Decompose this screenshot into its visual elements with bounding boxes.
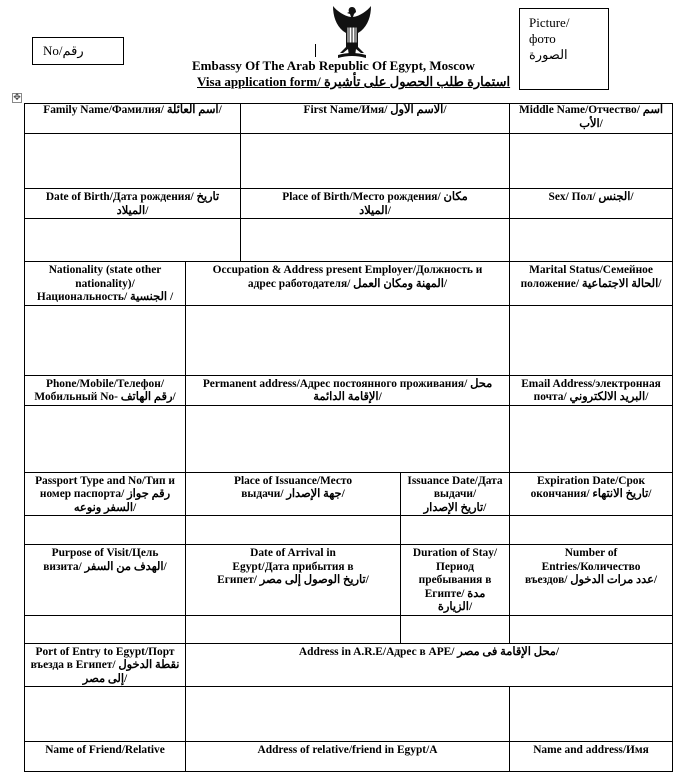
port-of-entry-label: Port of Entry to Egypt/Порт въезда в Египет/ نقطة الدخول إلى مصر/ [25, 643, 186, 687]
picture-label-en: Picture/ [529, 15, 570, 30]
relative-address-label: Address of relative/friend in Egypt/А [186, 742, 510, 772]
egypt-eagle-emblem [330, 3, 374, 59]
arrival-date-field[interactable] [186, 615, 401, 643]
place-of-issuance-label: Place of Issuance/Место выдачи/ جهة الإصدار/ [186, 472, 401, 516]
sex-field[interactable] [510, 219, 673, 262]
picture-box [519, 8, 609, 90]
first-name-label: First Name/Имя/ الاسم الأول/ [241, 104, 510, 134]
email-field[interactable] [510, 405, 673, 472]
place-of-issuance-field[interactable] [186, 516, 401, 545]
occupation-label: Occupation & Address present Employer/Должность и адрес работодателя/ المهنة ومكان العمل/ [186, 262, 510, 306]
port-of-entry-field[interactable] [25, 687, 186, 742]
address-in-egypt-field[interactable] [186, 687, 510, 742]
phone-label: Phone/Mobile/Телефон/ Мобильный No- رقم الهاتف/ [25, 375, 186, 405]
permanent-address-label: Permanent address/Адрес постоянного проживания/ محل الإقامة الدائمة/ [186, 375, 510, 405]
pob-label: Place of Birth/Место рождения/ مكان الميلاد/ [241, 189, 510, 219]
name-address-label: Name and address/Имя [510, 742, 673, 772]
issuance-date-label: Issuance Date/Дата выдачи/ تاريخ الإصدار/ [401, 472, 510, 516]
embassy-title: Embassy Of The Arab Republic Of Egypt, Moscow [192, 58, 475, 73]
occupation-field[interactable] [186, 305, 510, 375]
address-in-egypt-label: Address in A.R.E/Адрес в АРЕ/ محل الإقامة فى مصر/ [186, 643, 673, 687]
middle-name-field[interactable] [510, 134, 673, 189]
marital-status-label: Marital Status/Семейное положение/ الحالة الاجتماعية/ [510, 262, 673, 306]
middle-name-label: Middle Name/Отчество/ اسم الأب/ [510, 104, 673, 134]
issuance-date-field[interactable] [401, 516, 510, 545]
row-entry-fields [25, 687, 673, 742]
number-box [32, 37, 124, 65]
row-names-labels [25, 104, 673, 134]
form-title-arabic: استمارة طلب الحصول على تأشيرة [320, 74, 511, 89]
row-entry-labels [25, 643, 673, 687]
row-birth-fields [25, 219, 673, 262]
row-relatives-labels [25, 742, 673, 772]
nationality-field[interactable] [25, 305, 186, 375]
row-passport-fields [25, 516, 673, 545]
phone-field[interactable] [25, 405, 186, 472]
marital-status-field[interactable] [510, 305, 673, 375]
dob-label: Date of Birth/Дата рождения/ تاريخ الميلاد/ [25, 189, 241, 219]
duration-label: Duration of Stay/Период пребывания в Египте/ مدة الزيارة/ [401, 545, 510, 616]
row-names-fields [25, 134, 673, 189]
picture-label-ru: фото [529, 31, 556, 46]
row-contact-labels [25, 375, 673, 405]
family-name-field[interactable] [25, 134, 241, 189]
row-nationality-labels [25, 262, 673, 306]
row-passport-labels [25, 472, 673, 516]
address-in-egypt-extra-field[interactable] [510, 687, 673, 742]
entries-field[interactable] [510, 615, 673, 643]
purpose-field[interactable] [25, 615, 186, 643]
number-label: No/رقم [43, 43, 84, 58]
passport-field[interactable] [25, 516, 186, 545]
duration-field[interactable] [401, 615, 510, 643]
passport-label: Passport Type and No/Тип и номер паспорта/ رقم جواز السفر ونوعه/ [25, 472, 186, 516]
dob-field[interactable] [25, 219, 241, 262]
first-name-field[interactable] [241, 134, 510, 189]
sex-label: Sex/ Пол/ الجنس/ [510, 189, 673, 219]
family-name-label: Family Name/Фамилия/ اسم العائلة/ [25, 104, 241, 134]
picture-label-ar: الصورة [529, 47, 568, 62]
text-cursor [315, 44, 316, 57]
arrival-date-label: Date of Arrival in Egypt/Дата прибытия в Египет/ تاريخ الوصول إلى مصر/ [186, 545, 401, 616]
friend-name-label: Name of Friend/Relative [25, 742, 186, 772]
pob-field[interactable] [241, 219, 510, 262]
row-visit-fields [25, 615, 673, 643]
row-birth-labels [25, 189, 673, 219]
expiration-date-label: Expiration Date/Срок окончания/ تاريخ الانتهاء/ [510, 472, 673, 516]
purpose-label: Purpose of Visit/Цель визита/ الهدف من السفر/ [25, 545, 186, 616]
entries-label: Number of Entries/Количество въездов/ عدد مرات الدخول/ [510, 545, 673, 616]
row-contact-fields [25, 405, 673, 472]
permanent-address-field[interactable] [186, 405, 510, 472]
nationality-label: Nationality (state other nationality)/ Национальность/ الجنسية / [25, 262, 186, 306]
email-label: Email Address/электронная почта/ البريد الالكتروني/ [510, 375, 673, 405]
row-nationality-fields [25, 305, 673, 375]
visa-form-table [24, 103, 673, 772]
form-title-english: Visa application form/ [197, 74, 321, 89]
table-move-handle-icon[interactable]: ✥ [13, 93, 21, 103]
expiration-date-field[interactable] [510, 516, 673, 545]
row-visit-labels [25, 545, 673, 616]
form-title [197, 74, 510, 90]
